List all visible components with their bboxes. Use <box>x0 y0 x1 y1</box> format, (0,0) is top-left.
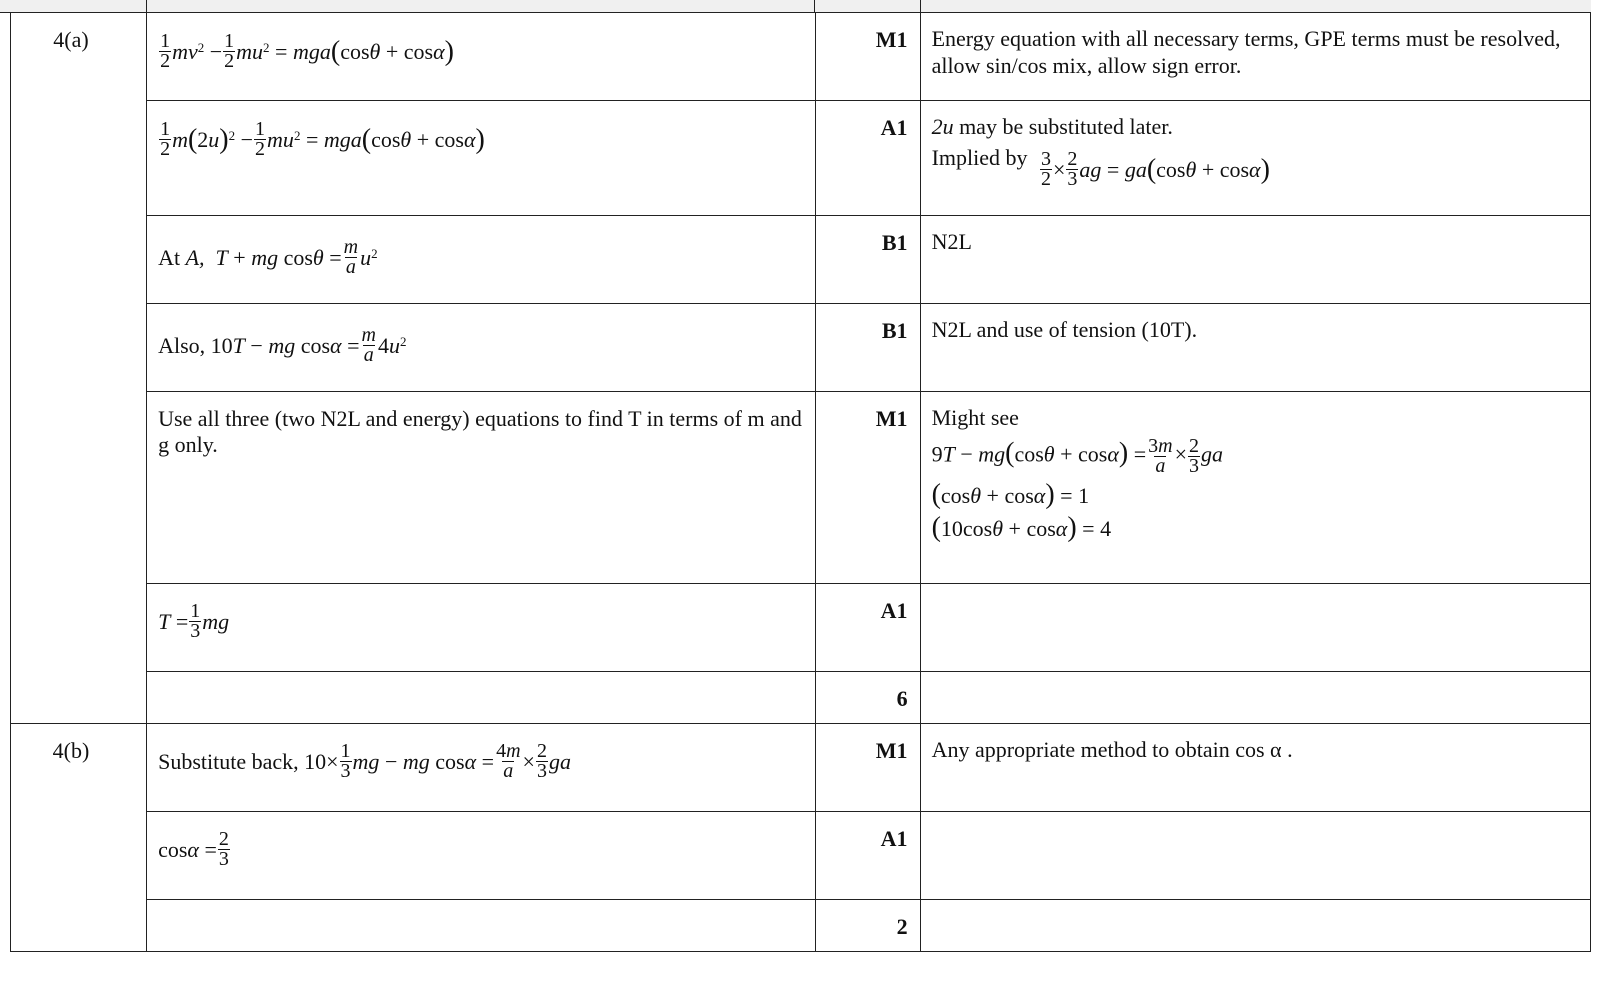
equation-result-cos: cos α = $\frac{2}{3}$ <box>158 828 229 870</box>
header-divider <box>146 0 147 12</box>
marks-cell <box>815 216 920 304</box>
marks-cell <box>815 900 920 952</box>
equation-n2l-b: Also, 10 T − mg cos α = $\frac{m}{a}$ 4 u $^2$ <box>158 324 407 366</box>
equation-result-t: T = $\frac{1}{3}$ mg <box>158 600 230 642</box>
working-cell <box>147 216 815 304</box>
working-cell <box>147 13 815 101</box>
working-cell <box>147 392 815 584</box>
marks-cell <box>815 812 920 900</box>
mark-code: A1 <box>880 115 908 140</box>
marks-cell <box>815 724 920 812</box>
guidance-text: N2L and use of tension (10T). <box>931 317 1198 342</box>
guidance-text: N2L <box>931 229 972 254</box>
table-row <box>11 584 1591 672</box>
working-cell <box>147 812 815 900</box>
header-divider <box>920 0 921 12</box>
header-divider <box>814 0 815 12</box>
question-cell <box>11 13 147 724</box>
working-cell <box>147 672 815 724</box>
guidance-line <box>932 113 1580 140</box>
table-row <box>11 900 1591 952</box>
working-cell <box>147 304 815 392</box>
guidance-cell <box>920 304 1590 392</box>
marks-cell <box>815 672 920 724</box>
mark-scheme-table <box>10 12 1591 952</box>
guidance-variable: 2u <box>931 114 954 139</box>
guidance-text: Energy equation with all necessary terms, GPE terms must be resolved, allow sin/cos mix, allow sign error. <box>931 26 1561 78</box>
marks-cell <box>815 392 920 584</box>
working-cell <box>147 101 815 216</box>
table-row <box>11 216 1591 304</box>
equation-energy-substituted: $\frac{1}{2}$ m ( 2 u ) $^2$ − $\frac{1}{2}$ mu $^2$ = mga ( cos θ + cos α ) <box>160 118 485 160</box>
working-point: A, <box>185 244 205 270</box>
table-row <box>11 724 1591 812</box>
guidance-text: Any appropriate method to obtain cos α . <box>931 737 1293 762</box>
mark-code: A1 <box>880 598 908 623</box>
guidance-block <box>921 392 1590 542</box>
mark-code: M1 <box>875 738 908 763</box>
table-row <box>11 812 1591 900</box>
marks-cell <box>815 304 920 392</box>
mark-code: B1 <box>881 318 908 343</box>
question-label: 4(b) <box>52 738 90 763</box>
guidance-cell <box>920 392 1590 584</box>
working-cell <box>147 584 815 672</box>
guidance-cell <box>920 13 1590 101</box>
table-row <box>11 304 1591 392</box>
guidance-line <box>932 144 1580 189</box>
table-row <box>11 392 1591 584</box>
guidance-text: may be substituted later. <box>959 114 1173 139</box>
working-cell <box>147 900 815 952</box>
equation-substitute: Substitute back, 10× $\frac{1}{3}$ mg − mg cos α = $\frac{4m}{a}$ × $\frac{2}{3}$ ga <box>158 740 571 782</box>
working-prefix: Also, <box>158 332 206 358</box>
mark-code: M1 <box>875 27 908 52</box>
working-text: Use all three (two N2L and energy) equations to find T in terms of m and g only. <box>158 406 802 457</box>
marks-cell <box>815 13 920 101</box>
guidance-cell <box>920 584 1590 672</box>
equation-energy: $\frac{1}{2}$ mv $^2$ − $\frac{1}{2}$ mu $^2$ = mga ( cos θ + cos α ) <box>160 30 454 72</box>
marks-cell <box>815 584 920 672</box>
guidance-equation: (cosθ + cosα) = 1 <box>931 479 1090 510</box>
guidance-equation: 9T − mg(cosθ + cosα) = $\frac{3m}{a}$ × $\frac{2}{3}$ ga <box>931 435 1224 477</box>
working-prefix: Substitute back, <box>158 748 299 774</box>
total-marks: 2 <box>896 914 908 939</box>
table-row <box>11 13 1591 101</box>
guidance-text: Might see <box>931 405 1019 430</box>
guidance-cell <box>920 672 1590 724</box>
mark-code: M1 <box>875 406 908 431</box>
marks-cell <box>815 101 920 216</box>
mark-code: A1 <box>880 826 908 851</box>
guidance-cell <box>920 216 1590 304</box>
guidance-cell <box>920 900 1590 952</box>
guidance-block <box>921 101 1590 189</box>
working-cell <box>147 724 815 812</box>
mark-code: B1 <box>881 230 908 255</box>
guidance-equation: $\frac{3}{2}$ × $\frac{2}{3}$ ag = ga ( cos θ + cos α ) <box>1041 148 1270 190</box>
table-row <box>11 101 1591 216</box>
table-row <box>11 672 1591 724</box>
guidance-cell <box>920 724 1590 812</box>
question-label: 4(a) <box>53 27 89 52</box>
question-cell <box>11 724 147 952</box>
guidance-equation: (10cosθ + cosα) = 4 <box>931 512 1112 543</box>
guidance-cell <box>920 101 1590 216</box>
equation-n2l-a: At A, T + mg cos θ = $\frac{m}{a}$ u $^2$ <box>158 236 378 278</box>
guidance-cell <box>920 812 1590 900</box>
guidance-label: Implied by <box>931 145 1028 170</box>
total-marks: 6 <box>896 686 908 711</box>
working-prefix: At <box>158 244 181 270</box>
